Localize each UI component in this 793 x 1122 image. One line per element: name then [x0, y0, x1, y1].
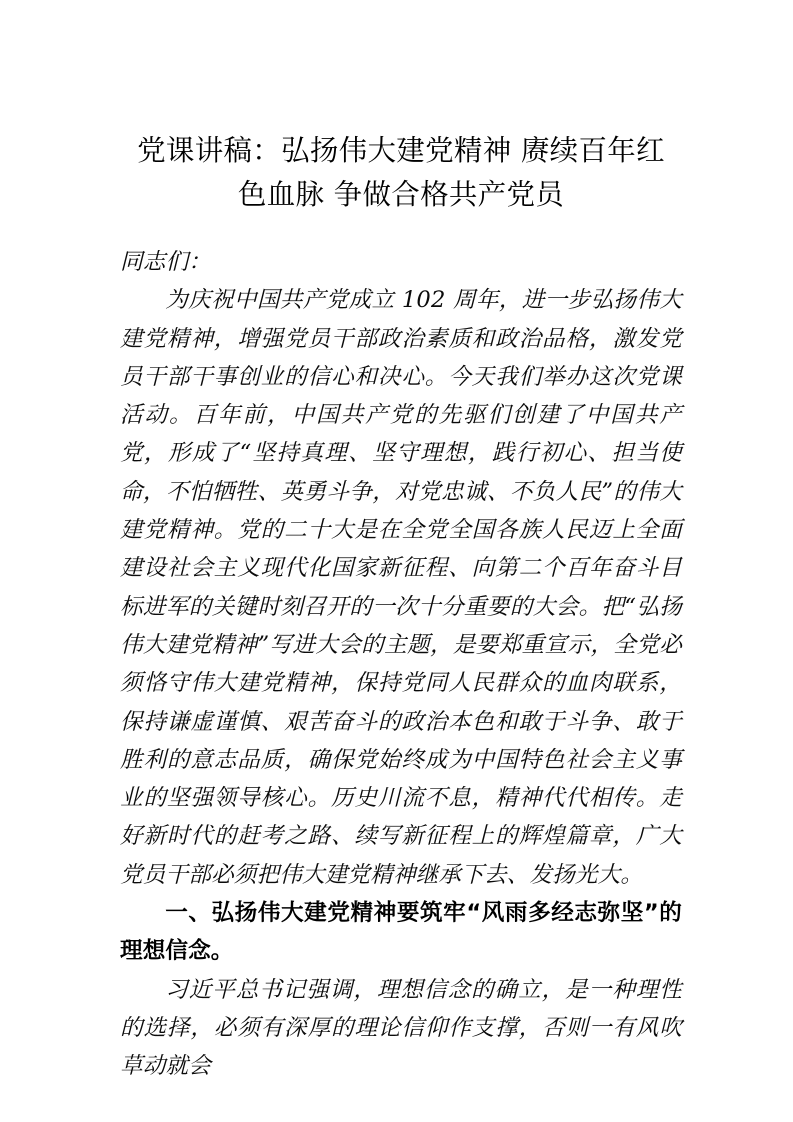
page-title-line-2: 色血脉 争做合格共产党员: [237, 178, 565, 211]
salutation: 同志们：: [120, 249, 211, 275]
section-heading-1: 一、弘扬伟大建党精神要筑牢“风雨多经志弥坚”的理想信念。: [120, 900, 682, 965]
document-content: [120, 0, 682, 1086]
page-title: [120, 0, 682, 217]
paragraph-body-1: 习近平总书记强调，理想信念的确立，是一种理性的选择，必须有深厚的理论信仰作支撑，否则一有风吹草动就会: [120, 976, 682, 1080]
paragraph-intro: 为庆祝中国共产党成立 102 周年，进一步弘扬伟大建党精神，增强党员干部政治素质和政治品格，激发党员干部干事创业的信心和决心。今天我们举办这次党课活动。百年前，中国共产党的先驱们创建了中国共产党，形成了“坚持真理、坚守理想，践行初心、担当使命，不怕牺牲、英勇斗争，对党忠诚、不负人民”的伟大建党精神。党的二十大是在全党全国各族人民迈上全面建设社会主义现代化国家新征程、向第二个百年奋斗目标进军的关键时刻召开的一次十分重要的大会。把“弘扬伟大建党精神”写进大会的主题，是要郑重宣示，全党必须恪守伟大建党精神，保持党同人民群众的血肉联系，保持谦虚谨慎、艰苦奋斗的政治本色和敢于斗争、敢于胜利的意志品质，确保党始终成为中国特色社会主义事业的坚强领导核心。历史川流不息，精神代代相传。走好新时代的赶考之路、续写新征程上的辉煌篇章，广大党员干部必须把伟大建党精神继承下去、发扬光大。: [120, 287, 682, 888]
page-title-line-1: 党课讲稿：弘扬伟大建党精神 赓续百年红: [137, 134, 665, 167]
